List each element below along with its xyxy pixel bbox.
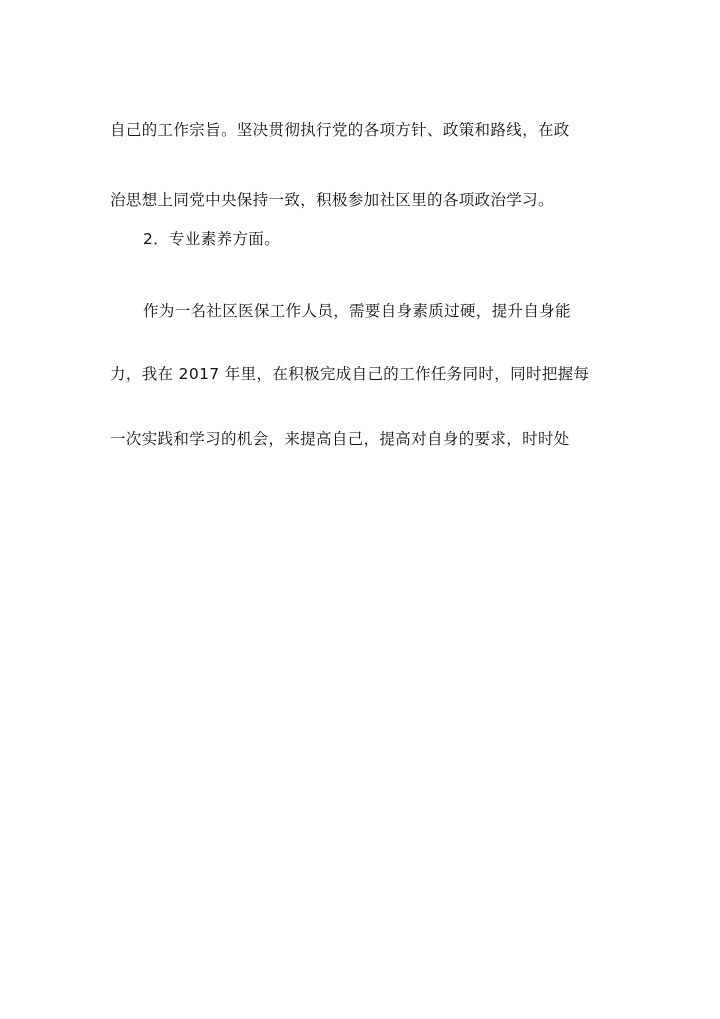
paragraph-2-line-3: 一次实践和学习的机会，来提高自己，提高对自身的要求，时时处 <box>110 430 570 448</box>
section-heading-2: 2．专业素养方面。 <box>143 230 281 248</box>
paragraph-2-line-1: 作为一名社区医保工作人员，需要自身素质过硬，提升自身能 <box>143 302 571 320</box>
paragraph-2-line-2: 力，我在 2017 年里，在积极完成自己的工作任务同时，同时把握每 <box>110 365 590 383</box>
paragraph-1-line-1: 自己的工作宗旨。坚决贯彻执行党的各项方针、政策和路线，在政 <box>110 121 570 139</box>
paragraph-1-line-2: 治思想上同党中央保持一致，积极参加社区里的各项政治学习。 <box>110 191 554 209</box>
